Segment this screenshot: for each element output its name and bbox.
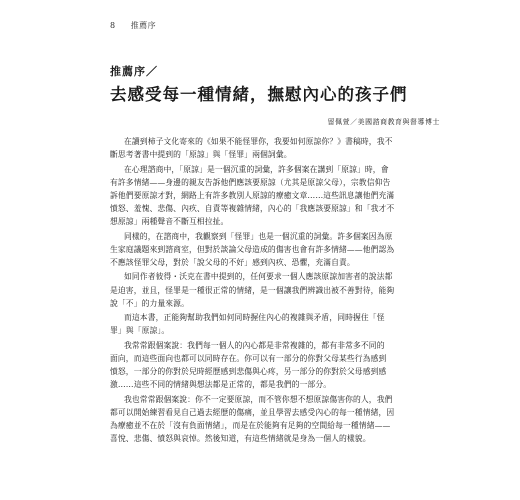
text-line: 都可以開始練習看見自己過去經歷的傷痛，並且學習去感受內心的每一種情緒，因	[110, 407, 395, 417]
text-line: 不應該怪罪父母，對於「說父母的不好」感到內疚、恐懼，充滿自責。	[110, 258, 355, 268]
running-header	[110, 20, 156, 31]
text-line: 我常常跟個案說：我們每一個人的內心都是非常複雜的，都有非常多不同的	[124, 340, 385, 350]
body-text	[110, 135, 415, 445]
text-line: 而這本書，正能夠幫助我們如何同時握住內心的複雜與矛盾，同時握住「怪	[124, 313, 385, 323]
text-line: 罪」與「原諒」。	[110, 326, 170, 336]
text-line: 為療癒並不在於「沒有負面情緒」，而是在於能夠有足夠的空間給每一種情緒——	[110, 421, 391, 431]
text-line: 面向，而這些面向也都可以同時存在。你可以有一部分的你對父母某些行為感到	[110, 353, 387, 363]
text-line: 生家庭議題來到諮商室，但對於談論父母造成的傷害也會有許多情緒——他們認為	[110, 244, 395, 254]
text-line: 是迫害，並且，怪罪是一種很正常的情緒，是一個讓我們辨識出被不善對待，能夠	[110, 285, 395, 295]
text-line: 在讀到柿子文化寄來的《如果不能怪罪你，我要如何原諒你？》書稿時，我不	[124, 137, 393, 146]
page-number: 8	[110, 21, 116, 30]
text-line: 說「不」的力量來源。	[110, 298, 189, 308]
text-line: 如同作者彼得・沃克在書中提到的，任何要求一個人應該原諒加害者的說法都	[124, 272, 393, 282]
text-line: 激……這些不同的情緒與想法都是正常的，都是我們的一部分。	[110, 380, 332, 390]
running-title: 推薦序	[130, 21, 157, 30]
text-line: 在心理諮商中，「原諒」是一個沉重的詞彙，許多個案在講到「原諒」時，會	[124, 164, 389, 174]
author-byline: 留佩萱／美國諮商教育與督導博士	[327, 118, 440, 126]
text-line: 訴他們要原諒才對，網路上有許多教別人原諒的療癒文章……這些訊息讓他們充滿	[110, 190, 395, 200]
text-line: 想原諒」兩種聲音不斷互相拉扯。	[110, 217, 229, 227]
text-line: 我也常常跟個案說：你不一定要原諒，而不管你想不想原諒傷害你的人，我們	[124, 394, 393, 404]
section-kicker: 推薦序／	[110, 65, 158, 78]
text-line: 憤怒、羞愧、悲傷、內疚、自責等複雜情緒，內心的「我應該要原諒」和「我才不	[110, 204, 395, 214]
text-line: 憤怒，一部分的你對於兒時經歷感到悲傷與心疼，另一部分的你對於父母感到感	[110, 367, 387, 377]
text-line: 有許多情緒——身邊的親友告訴他們應該要原諒（尤其是原諒父母），宗教信仰告	[110, 177, 391, 187]
page-title: 去感受每一種情緒，撫慰內心的孩子們	[110, 85, 408, 104]
text-line: 同樣的，在諮商中，我觀察到「怪罪」也是一個沉重的詞彙。許多個案因為原	[124, 231, 393, 241]
text-line: 喜悅、悲傷、憤怒與哀悼。然後知道，有這些情緒就是身為一個人的樣貌。	[110, 434, 371, 444]
text-line: 斷思考著書中提到的「原諒」與「怪罪」兩個詞彙。	[110, 150, 292, 160]
